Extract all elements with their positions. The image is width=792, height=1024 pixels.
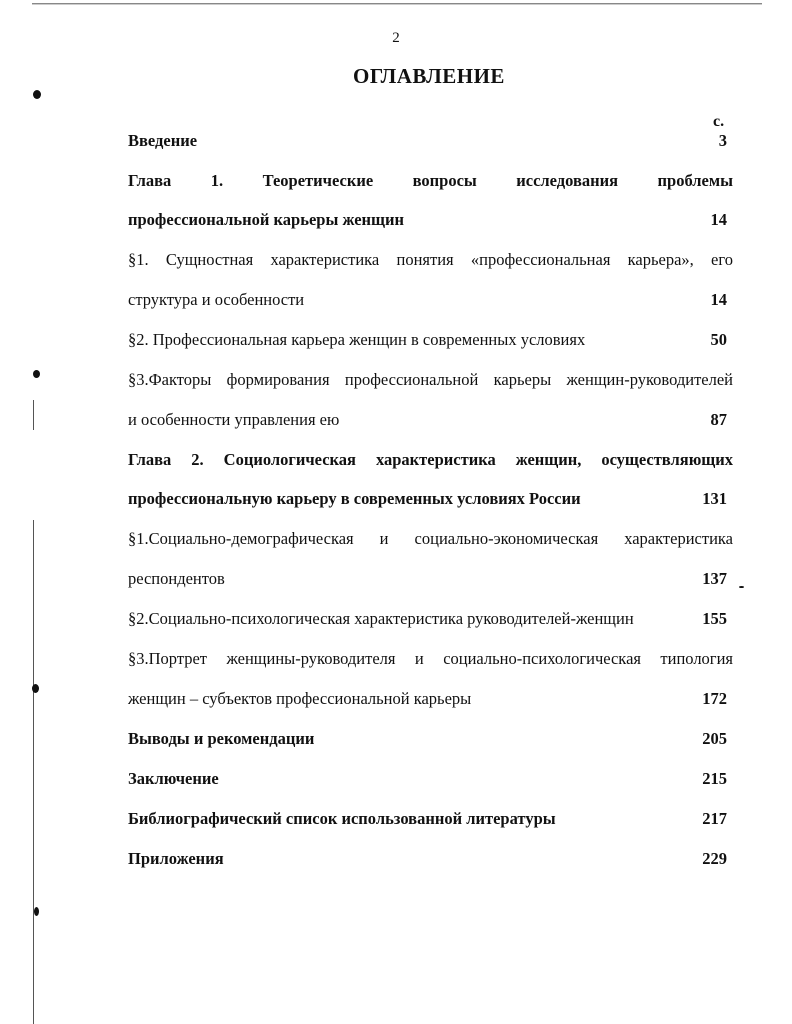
toc-entry-text: женщин – субъектов профессиональной карьеры: [128, 689, 472, 708]
toc-page-number: 14: [710, 210, 727, 229]
scan-speck: [32, 684, 39, 693]
scan-top-edge: [32, 0, 762, 4]
toc-chapter-1-line1: Глава 1. Теоретические вопросы исследования проблемы: [128, 171, 733, 190]
toc-page-number: 217: [702, 809, 727, 828]
scan-margin-line: [33, 520, 34, 700]
toc-page-number: 3: [718, 131, 727, 150]
page-title: ОГЛАВЛЕНИЕ: [353, 64, 505, 88]
toc-page-number: 155: [702, 609, 727, 628]
scan-speck: [34, 907, 39, 916]
toc-entry-text: респондентов: [128, 569, 225, 588]
scan-speck: [33, 370, 40, 378]
toc-entry-text: §2. Профессиональная карьера женщин в современных условиях: [128, 330, 586, 349]
toc-page-number: 205: [702, 729, 727, 748]
page-number: 2: [392, 30, 400, 46]
scan-margin-mark: [33, 400, 34, 430]
scan-margin-line-lower: [33, 690, 34, 1024]
toc-page-number: 229: [702, 849, 727, 868]
toc-entry-bibliography: [128, 808, 733, 830]
toc-page-number: 14: [710, 290, 727, 309]
toc-page-number: 137: [702, 569, 727, 588]
toc-entry-text: профессиональной карьеры женщин: [128, 210, 404, 229]
toc-entry-intro: [128, 130, 733, 152]
toc-page-number: 172: [702, 689, 727, 708]
toc-section-2-3-line2: [128, 688, 733, 710]
toc-chapter-2-line1: Глава 2. Социологическая характеристика женщин, осуществляющих: [128, 450, 733, 469]
toc-entry-text: Заключение: [128, 769, 219, 788]
toc-section-1-1-line2: [128, 289, 733, 311]
toc-chapter-2-line2: [128, 488, 733, 510]
toc-chapter-1-line2: [128, 209, 733, 231]
toc-entry-text: Выводы и рекомендации: [128, 729, 315, 748]
toc-section-2-2: [128, 608, 733, 630]
toc-page-number: 215: [702, 769, 727, 788]
scan-speck: [739, 586, 744, 588]
toc-entry-text: Библиографический список использованной литературы: [128, 809, 556, 828]
toc-section-1-1-line1: §1. Сущностная характеристика понятия «профессиональная карьера», его: [128, 250, 733, 269]
toc-entry-appendices: [128, 848, 733, 870]
toc-section-2-1-line1: §1.Социально-демографическая и социально-экономическая характеристика: [128, 529, 733, 548]
toc-page-number: 50: [710, 330, 727, 349]
toc-page-number: 87: [710, 410, 727, 429]
toc-entry-text: Введение: [128, 131, 198, 150]
scan-speck: [33, 90, 41, 99]
toc-section-1-2: [128, 329, 733, 351]
toc-entry-conclusion: [128, 768, 733, 790]
toc-entry-text: §2.Социально-психологическая характеристика руководителей-женщин: [128, 609, 634, 628]
toc-section-2-1-line2: [128, 568, 733, 590]
toc-entry-text: структура и особенности: [128, 290, 305, 309]
toc-entry-text: Приложения: [128, 849, 224, 868]
page-column-label: с.: [713, 113, 725, 130]
toc-section-1-3-line2: [128, 409, 733, 431]
toc-page-number: 131: [702, 489, 727, 508]
toc-entry-text: и особенности управления ею: [128, 410, 340, 429]
toc-entry-text: профессиональную карьеру в современных условиях России: [128, 489, 581, 508]
toc-entry-conclusions: [128, 728, 733, 750]
toc-section-1-3-line1: §3.Факторы формирования профессиональной карьеры женщин-руководителей: [128, 370, 733, 389]
toc-section-2-3-line1: §3.Портрет женщины-руководителя и социально-психологическая типология: [128, 649, 733, 668]
